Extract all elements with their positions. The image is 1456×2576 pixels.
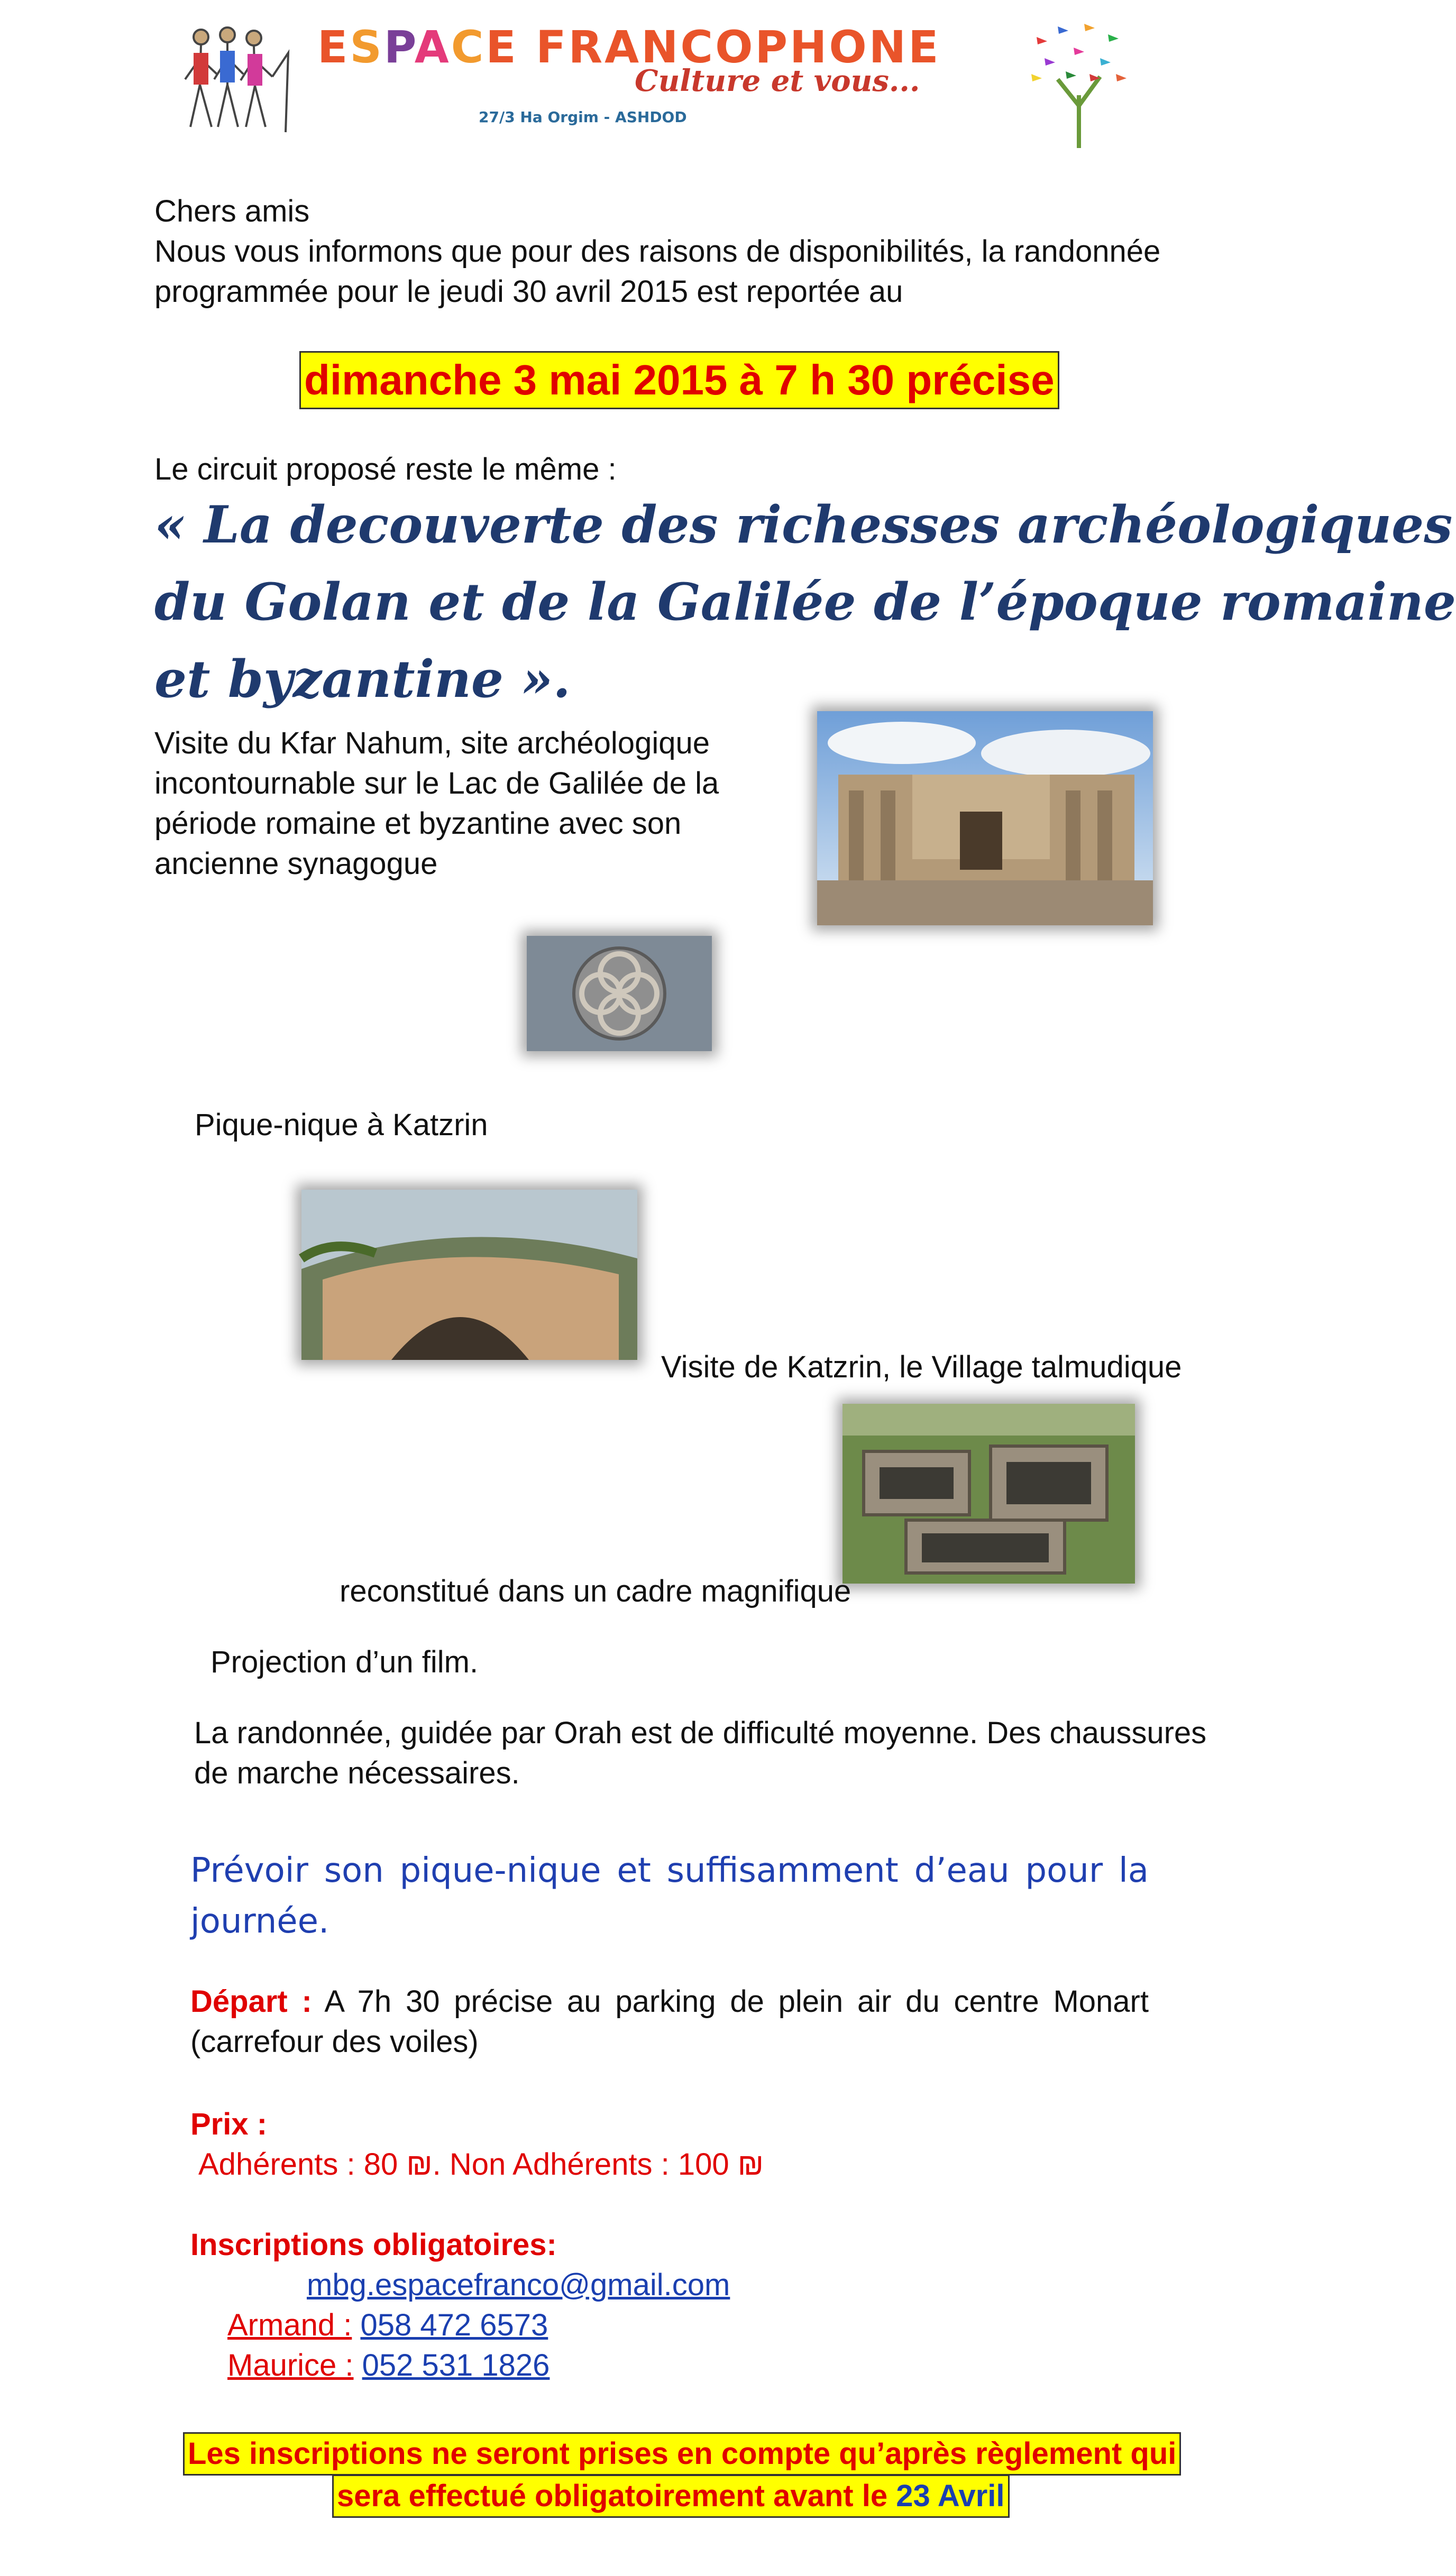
departure-text: A 7h 30 précise au parking de plein air du centre Monart (carrefour des voiles) [190,1984,1149,2059]
katzrin-cadre-text: reconstitué dans un cadre magnifique [340,1574,851,1608]
contact-armand [227,2305,548,2345]
circuit-title-line-2: du Golan et de la Galilée de l’époque romaine [154,572,1456,632]
kfar-nahum-line-4: ancienne synagogue [154,847,438,881]
brand-address: 27/3 Ha Orgim - ASHDOD [479,108,687,126]
contact-name: Armand : [227,2308,352,2342]
carved-stone-photo [527,936,712,1051]
deadline-date: 23 Avril [896,2479,1005,2513]
header-logo-right [1015,16,1142,148]
contact-phone-link[interactable]: 052 531 1826 [362,2348,550,2382]
rock-arch-photo [301,1190,637,1360]
price-label: Prix : [190,2107,268,2141]
price-text: Adhérents : 80 ₪. Non Adhérents : 100 ₪ [198,2147,764,2182]
header-logo-left [175,21,296,143]
circuit-intro: Le circuit proposé reste le même : [154,452,617,486]
kfar-nahum-line-2: incontournable sur le Lac de Galilée de la [154,766,719,801]
greeting: Chers amis [154,194,310,228]
talmudic-village-photo [843,1404,1135,1584]
intro-line-1: Nous vous informons que pour des raisons de disponibilités, la randonnée [154,234,1161,269]
picnic-text: Pique-nique à Katzrin [195,1108,488,1142]
synagogue-ruins-photo [817,711,1153,925]
final-notice-text: sera effectué obligatoirement avant le [337,2479,888,2513]
hikers-icon [175,21,296,143]
circuit-title-line-3: et byzantine ». [154,649,571,709]
departure-label: Départ : [190,1984,312,2019]
tree-of-birds-icon [1015,16,1142,148]
film-text: Projection d’un film. [210,1645,479,1679]
departure-block [190,1982,1149,2062]
brand-title: ESPACE FRANCOPHONE [317,21,941,73]
contact-phone-link[interactable]: 058 472 6573 [360,2308,548,2342]
bring-note: Prévoir son pique-nique et suffisamment d’eau pour la journée. [190,1851,1149,1941]
final-notice-line-1: Les inscriptions ne seront prises en compte qu’après règlement qui [183,2432,1181,2476]
brand-subtitle: Culture et vous... [635,63,920,98]
kfar-nahum-line-1: Visite du Kfar Nahum, site archéologique [154,726,710,760]
circuit-title-line-1: « La decouverte des richesses archéologiques [154,495,1453,555]
contact-name: Maurice : [227,2348,354,2382]
katzrin-visit-text: Visite de Katzrin, le Village talmudique [661,1350,1182,1384]
new-date-banner: dimanche 3 mai 2015 à 7 h 30 précise [299,351,1059,409]
difficulty-line-2: de marche nécessaires. [194,1756,520,1790]
contact-maurice [227,2345,550,2386]
intro-line-2: programmée pour le jeudi 30 avril 2015 est reportée au [154,274,903,309]
registration-email-link[interactable]: mbg.espacefranco@gmail.com [307,2268,730,2302]
kfar-nahum-line-3: période romaine et byzantine avec son [154,806,682,841]
final-notice-line-2 [332,2474,1010,2518]
difficulty-line-1: La randonnée, guidée par Orah est de difficulté moyenne. Des chaussures [194,1716,1207,1750]
registration-label: Inscriptions obligatoires: [190,2228,557,2262]
